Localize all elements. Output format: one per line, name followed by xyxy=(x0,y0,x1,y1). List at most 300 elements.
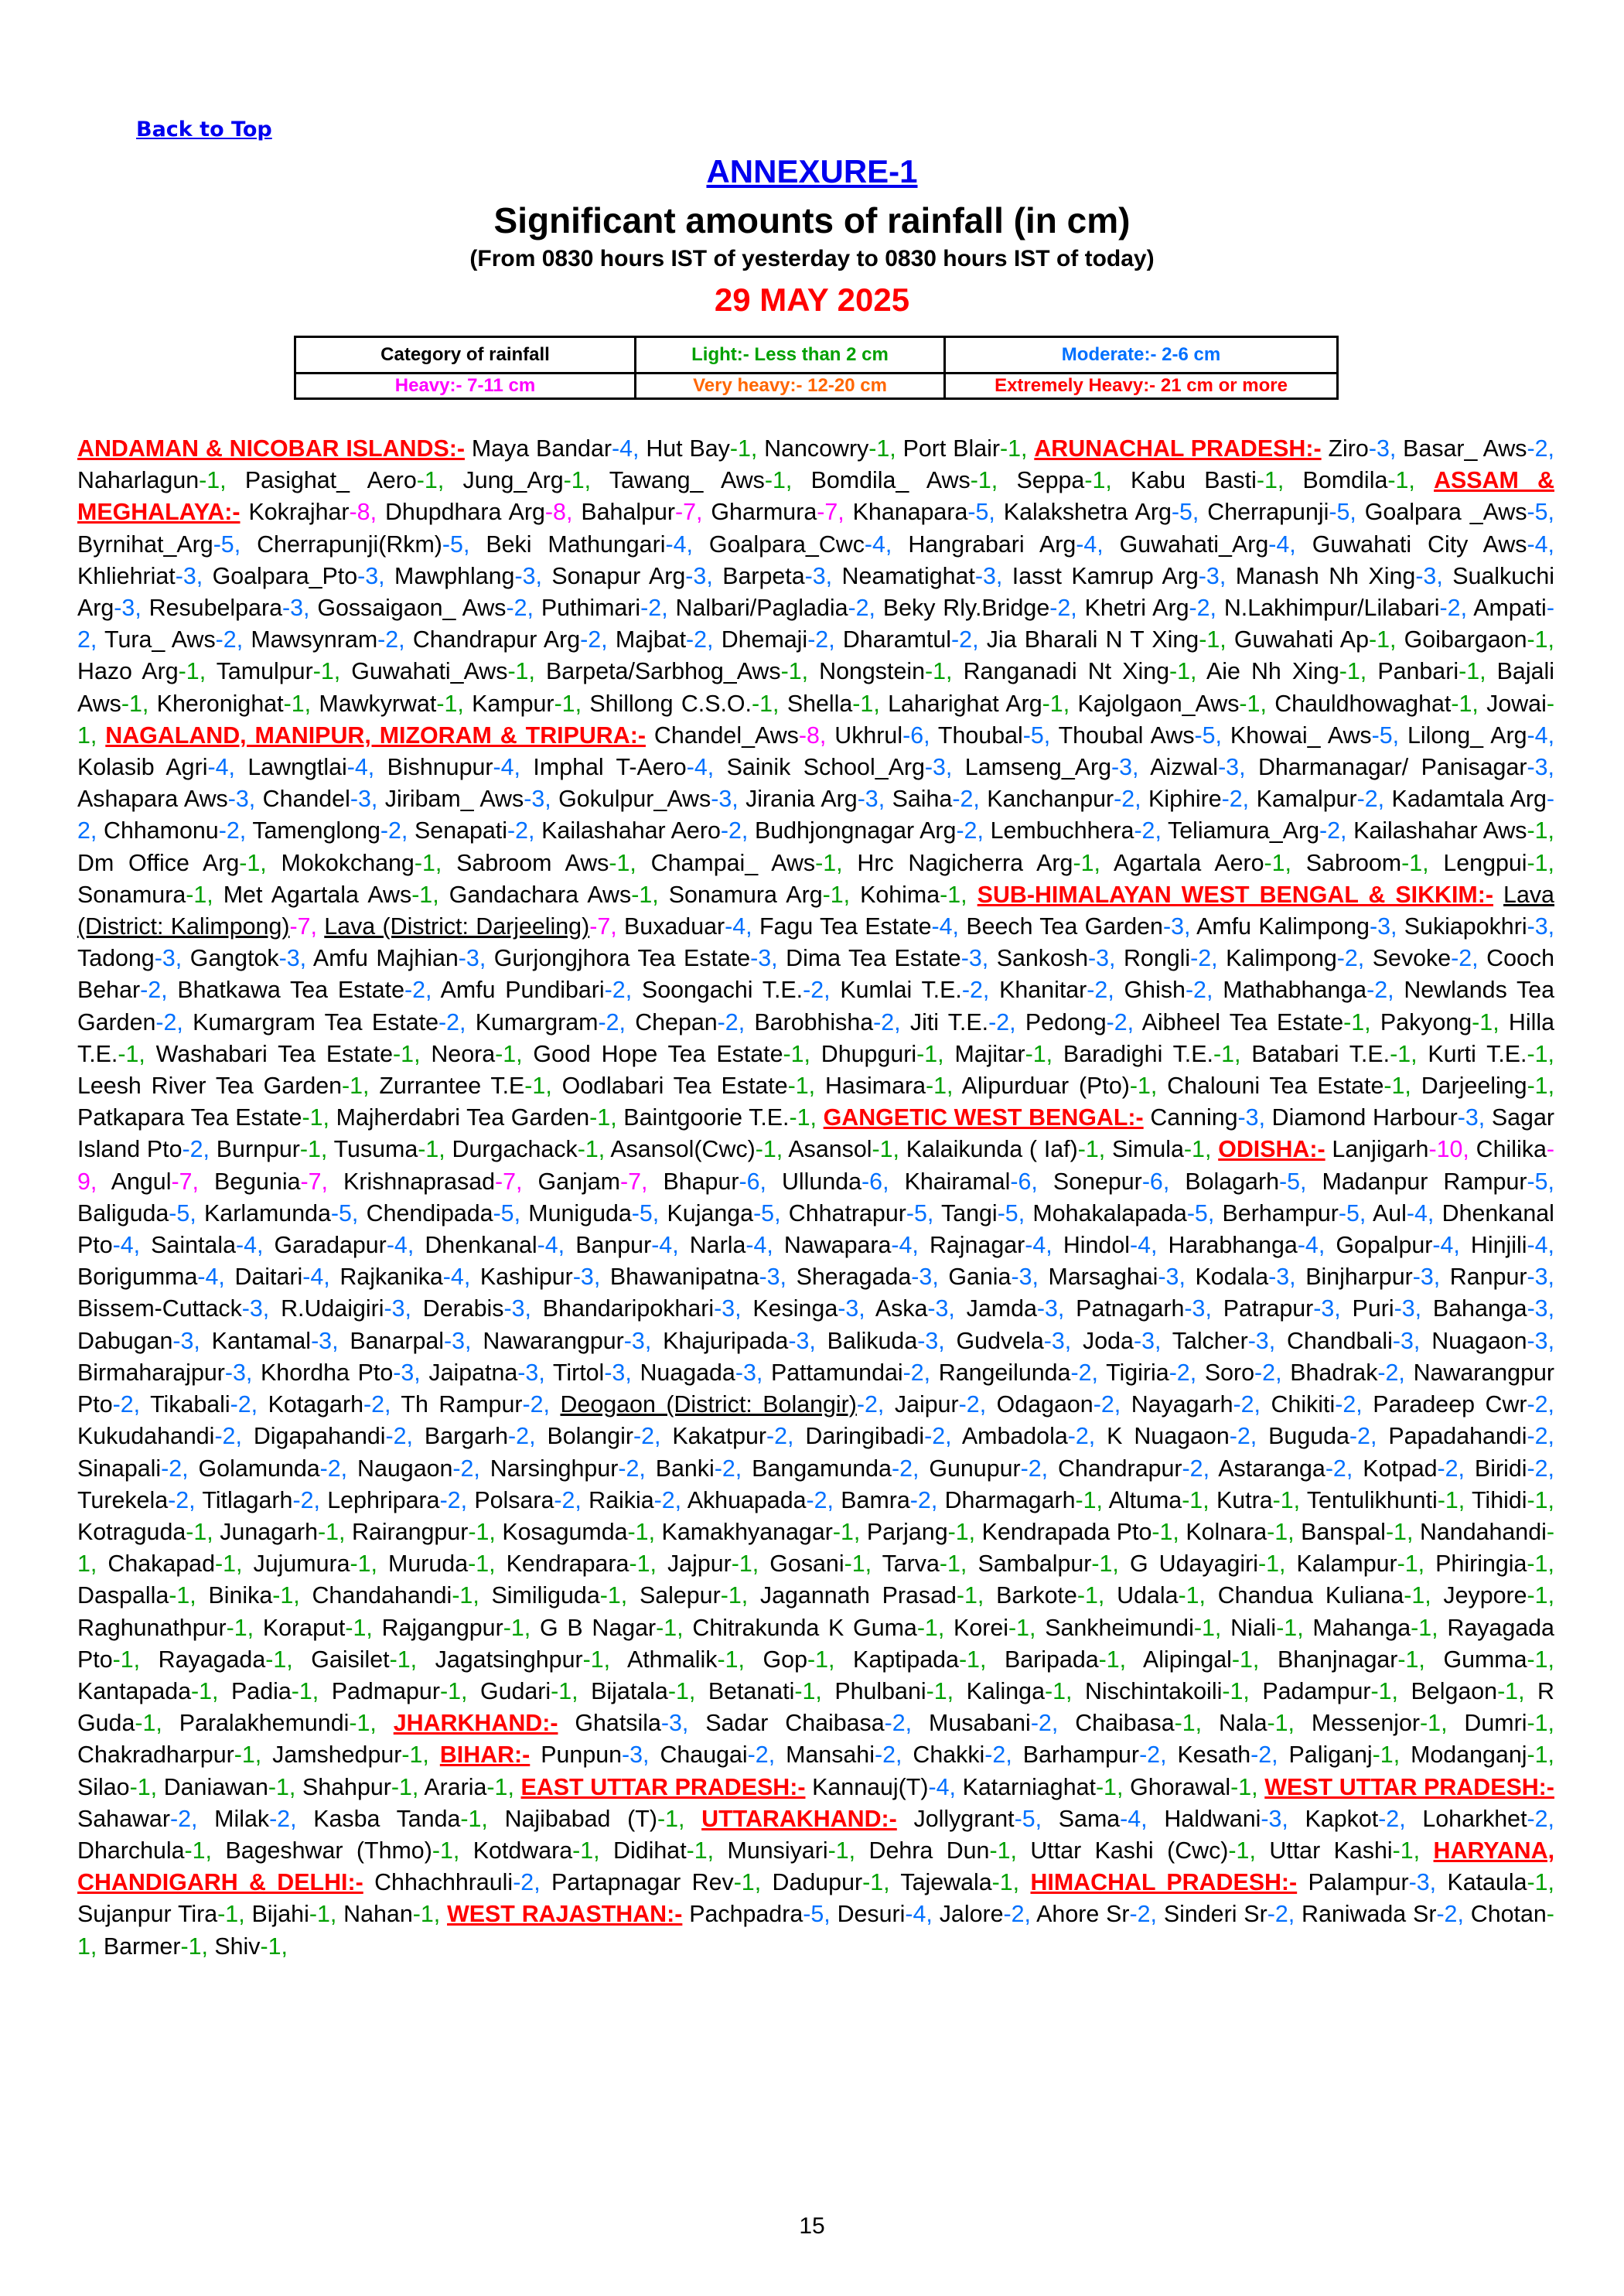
station-entry xyxy=(553,1360,632,1386)
station-name: Soongachi T.E. xyxy=(641,977,803,1004)
station-name: Narla xyxy=(689,1232,746,1259)
station-entry xyxy=(156,1041,421,1067)
rainfall-value: -3, xyxy=(759,1264,786,1291)
station-entry xyxy=(190,945,306,971)
rainfall-value: -6, xyxy=(1141,1168,1170,1195)
rainfall-value: -3, xyxy=(838,1295,865,1322)
back-to-top-link[interactable]: Back to Top xyxy=(136,118,272,142)
rainfall-value: -1, xyxy=(940,881,967,908)
station-entry xyxy=(254,1423,413,1449)
station-name: Titlagarh xyxy=(202,1486,293,1513)
rainfall-value: -2, xyxy=(1020,1455,1049,1482)
station-entry xyxy=(1016,467,1111,493)
station-entry xyxy=(841,1487,937,1513)
station-entry xyxy=(938,722,1050,749)
station-name: Chandbali xyxy=(1287,1327,1393,1354)
station-entry xyxy=(997,945,1116,971)
station-name: Bolangir xyxy=(547,1423,633,1450)
rainfall-value: -1, xyxy=(991,1869,1020,1896)
station-name: Pedong xyxy=(1025,1008,1107,1035)
rainfall-value: -1, xyxy=(627,1518,656,1545)
station-entry xyxy=(722,626,835,653)
station-entry xyxy=(1411,1678,1525,1704)
rainfall-value: -1, xyxy=(77,690,1554,749)
rainfall-value: -2, xyxy=(404,977,432,1004)
station-name: Kendrapara xyxy=(506,1551,629,1578)
station-name: Chauldhowaghat xyxy=(1274,690,1452,717)
station-entry xyxy=(1377,658,1486,684)
rainfall-value: -5, xyxy=(906,1199,934,1226)
station-name: Sadar Chaibasa xyxy=(705,1710,885,1737)
station-entry xyxy=(343,1901,440,1927)
station-entry xyxy=(805,1423,951,1449)
station-entry xyxy=(1150,754,1245,780)
rainfall-value: -1, xyxy=(1075,1486,1103,1513)
station-entry xyxy=(312,1582,479,1609)
station-entry xyxy=(1472,1487,1554,1513)
rainfall-value: -4, xyxy=(302,1264,330,1291)
rainfall-value: -4, xyxy=(665,531,693,558)
station-entry xyxy=(834,1678,954,1704)
station-name: Chepan xyxy=(635,1008,718,1035)
rainfall-value: -2, xyxy=(1233,1391,1261,1418)
station-entry xyxy=(157,691,311,717)
rainfall-value: -1, xyxy=(970,467,998,494)
rainfall-value: -2, xyxy=(215,626,244,653)
station-entry xyxy=(1365,499,1554,525)
station-name: Parjang xyxy=(866,1518,948,1545)
station-entry xyxy=(177,977,432,1003)
station-name: Sinderi Sr xyxy=(1163,1901,1267,1928)
rainfall-value: -2, xyxy=(909,1486,938,1513)
station-name: Hangrabari Arg xyxy=(908,531,1076,558)
station-entry xyxy=(1431,1328,1554,1354)
rainfall-value: -1, xyxy=(752,690,780,717)
rainfall-value: -3, xyxy=(514,562,542,589)
station-entry xyxy=(379,1073,551,1099)
station-name: Phiringia xyxy=(1435,1551,1527,1578)
station-name: Jagatsinghpur xyxy=(435,1646,583,1673)
rainfall-value: -1, xyxy=(1091,1551,1119,1578)
station-entry xyxy=(77,1073,370,1099)
station-entry xyxy=(272,1742,429,1768)
rainfall-value: -4, xyxy=(442,1264,471,1291)
station-name: Kotraguda xyxy=(77,1518,186,1545)
station-name: Asansol xyxy=(788,1136,872,1163)
station-name: Baripada xyxy=(1004,1646,1099,1673)
rainfall-value: -1, xyxy=(926,1677,954,1704)
station-name: Kiphire xyxy=(1148,786,1222,813)
station-name: Barpeta xyxy=(722,562,805,589)
rainfall-value: -3, xyxy=(172,1327,200,1354)
rainfall-value: -3, xyxy=(393,1359,421,1386)
rainfall-value: -4, xyxy=(1527,722,1555,749)
station-name: Khanapara xyxy=(852,499,968,526)
rainfall-value: -1, xyxy=(135,1710,162,1737)
station-name: Chalouni Tea Estate xyxy=(1167,1073,1384,1100)
station-entry xyxy=(1131,467,1284,493)
station-name: Ullunda xyxy=(781,1168,862,1195)
station-name: Bhawanipatna xyxy=(609,1264,759,1291)
annexure-heading[interactable]: ANNEXURE-1 xyxy=(706,153,918,189)
rainfall-value: -1, xyxy=(1076,1582,1105,1609)
station-entry xyxy=(261,1360,421,1386)
rainfall-value: -1, xyxy=(926,1073,954,1100)
station-name: Zurrantee T.E xyxy=(379,1073,525,1100)
station-name: Lamseng_Arg xyxy=(964,754,1112,781)
rainfall-value: -2, xyxy=(1439,595,1468,622)
rainfall-value: -7, xyxy=(171,1168,199,1195)
station-name: Gaisilet xyxy=(311,1646,390,1673)
rainfall-value: -2, xyxy=(984,1742,1012,1769)
station-entry xyxy=(745,786,885,812)
station-name: Baintgoorie T.E. xyxy=(623,1104,790,1131)
station-name: Kesath xyxy=(1177,1742,1251,1769)
rainfall-value: -1, xyxy=(657,1805,685,1832)
station-name: Burnpur xyxy=(216,1136,300,1163)
station-entry xyxy=(77,467,227,493)
station-entry xyxy=(1076,1295,1212,1322)
station-name: Bahalpur xyxy=(581,499,675,526)
station-name: Kalakshetra Arg xyxy=(1003,499,1172,526)
station-entry xyxy=(764,435,896,462)
station-name: Kokrajhar xyxy=(248,499,350,526)
station-name: Barpeta/Sarbhog_Aws xyxy=(546,658,781,685)
station-name: Kakatpur xyxy=(672,1423,767,1450)
station-entry xyxy=(797,1264,939,1290)
rainfall-value: -1, xyxy=(733,1869,762,1896)
station-entry xyxy=(540,1615,684,1641)
station-name: Daitari xyxy=(234,1264,303,1291)
station-name: Kumargram Tea Estate xyxy=(193,1008,438,1035)
rainfall-value: -4, xyxy=(1527,1232,1554,1259)
station-name: Kalinga xyxy=(966,1677,1045,1704)
station-entry xyxy=(1269,1837,1420,1864)
rainfall-value: -2, xyxy=(1003,1901,1031,1928)
station-name: Betanati xyxy=(708,1677,795,1704)
station-entry xyxy=(351,658,535,684)
rainfall-value: -2, xyxy=(522,1391,550,1418)
station-entry xyxy=(1131,1391,1261,1418)
station-entry xyxy=(1363,1455,1465,1482)
rainfall-value: -3, xyxy=(1087,945,1116,972)
station-entry xyxy=(1305,1806,1406,1832)
station-name: Begunia xyxy=(213,1168,301,1195)
station-entry xyxy=(962,1423,1095,1449)
station-entry xyxy=(204,1200,358,1226)
rainfall-value: -3, xyxy=(281,595,310,622)
rainfall-value: -3, xyxy=(444,1327,472,1354)
rainfall-value: -3, xyxy=(1394,1295,1422,1322)
station-entry xyxy=(1205,1360,1282,1386)
station-name: Rayagada Pto xyxy=(77,1614,1554,1673)
station-entry xyxy=(929,1455,1048,1482)
station-entry xyxy=(875,1295,955,1322)
station-entry xyxy=(1297,1551,1425,1577)
station-name: Goalpara_Cwc xyxy=(708,531,865,558)
station-entry xyxy=(1124,977,1213,1003)
rainfall-value: -4, xyxy=(346,754,375,781)
station-entry xyxy=(1130,1551,1286,1577)
station-entry xyxy=(755,817,984,844)
station-entry xyxy=(543,1295,742,1322)
station-name: Padia xyxy=(231,1677,292,1704)
rainfall-value: -1, xyxy=(916,1040,944,1067)
station-name: Aibheel Tea Estate xyxy=(1141,1008,1344,1035)
station-entry xyxy=(708,1678,822,1704)
station-name: Didihat xyxy=(613,1837,687,1864)
station-name: Hazo Arg xyxy=(77,658,179,685)
rainfall-value: -4, xyxy=(745,1232,773,1259)
station-entry xyxy=(1443,1582,1554,1609)
station-entry xyxy=(963,1774,1124,1800)
rainfall-value: -3, xyxy=(350,786,378,813)
station-name: Kashipur xyxy=(479,1264,573,1291)
rainfall-value: -3, xyxy=(357,562,385,589)
rainfall-value: -2, xyxy=(508,1423,536,1450)
station-name: Punpun xyxy=(541,1742,623,1769)
station-name: Banki xyxy=(655,1455,715,1482)
station-entry xyxy=(324,913,616,940)
station-name: Gopalpur xyxy=(1336,1232,1433,1259)
page-subtitle: (From 0830 hours IST of yesterday to 0830 hours IST of today) xyxy=(469,246,1155,271)
station-name: Kosagumda xyxy=(502,1518,628,1545)
station-entry xyxy=(1308,1869,1437,1895)
station-name: Asansol(Cwc) xyxy=(610,1136,756,1163)
station-entry xyxy=(336,1104,617,1131)
rainfall-value: -4, xyxy=(235,1232,264,1259)
station-entry xyxy=(771,1360,930,1386)
station-name: Majitar xyxy=(954,1040,1025,1067)
station-entry xyxy=(77,786,255,812)
station-name: Lengpui xyxy=(1443,849,1527,876)
rainfall-value: -2, xyxy=(452,1455,480,1482)
rainfall-value: -3, xyxy=(227,786,256,813)
rainfall-value: -2, xyxy=(803,977,831,1004)
rainfall-value: -1, xyxy=(939,1551,967,1578)
rainfall-value: -3, xyxy=(1133,1327,1162,1354)
rainfall-value: -6, xyxy=(861,1168,889,1195)
station-name: Rongli xyxy=(1123,945,1191,972)
station-entry xyxy=(1262,1678,1398,1704)
station-name: Jia Bharali N T Xing xyxy=(986,626,1199,653)
station-entry xyxy=(789,1200,934,1226)
rainfall-value: -1, xyxy=(852,690,880,717)
station-entry xyxy=(1059,1806,1148,1832)
station-name: Gharmura xyxy=(711,499,817,526)
rainfall-value: -2, xyxy=(640,595,668,622)
station-entry xyxy=(1421,1073,1554,1099)
station-name: Leesh River Tea Garden xyxy=(77,1073,343,1100)
station-name: Chandrapur xyxy=(1058,1455,1182,1482)
rainfall-value: -4, xyxy=(537,1232,565,1259)
station-entry xyxy=(1186,1519,1294,1545)
report-date: 29 MAY 2025 xyxy=(714,281,910,318)
rainfall-value: -2, xyxy=(214,1423,242,1450)
station-entry xyxy=(838,1901,933,1927)
rainfall-value: -3, xyxy=(1408,1869,1437,1896)
station-entry xyxy=(77,882,213,908)
station-entry xyxy=(999,977,1114,1003)
station-entry xyxy=(257,531,469,558)
rainfall-value: -2, xyxy=(1250,1742,1278,1769)
station-name: Niali xyxy=(1230,1614,1277,1641)
rainfall-value: -5, xyxy=(1171,499,1199,526)
station-entry xyxy=(613,1837,714,1864)
rainfall-value: -1, xyxy=(631,881,659,908)
station-entry xyxy=(1164,1901,1295,1927)
station-entry xyxy=(77,531,241,558)
rainfall-value: -2, xyxy=(161,1455,189,1482)
station-name: Paliganj xyxy=(1288,1742,1373,1769)
station-name: Khairamal xyxy=(904,1168,1011,1195)
station-entry xyxy=(431,1041,522,1067)
station-entry xyxy=(913,1742,1012,1768)
rainfall-value: -5, xyxy=(1329,499,1356,526)
station-name: Binjharpur xyxy=(1305,1264,1413,1291)
rainfall-value: -4, xyxy=(1406,1199,1435,1226)
station-name: Alipingal xyxy=(1143,1646,1232,1673)
rainfall-value: -1, xyxy=(1472,1008,1499,1035)
rainfall-value: -1, xyxy=(312,658,341,685)
rainfall-value: -2, xyxy=(385,1423,413,1450)
rainfall-value: -1, xyxy=(1174,1710,1203,1737)
station-entry xyxy=(656,1455,742,1482)
station-name: Sagar Island Pto xyxy=(77,1104,1554,1163)
rainfall-value: -1, xyxy=(77,1901,1554,1960)
station-entry xyxy=(77,1901,245,1927)
station-entry xyxy=(827,1328,945,1354)
station-name: Tikabali xyxy=(150,1391,230,1418)
station-entry xyxy=(551,563,712,589)
station-name: Gossaigaon_ Aws xyxy=(317,595,507,622)
station-entry xyxy=(1077,691,1266,717)
rainfall-value: -1, xyxy=(827,1837,856,1864)
station-entry xyxy=(1130,1774,1258,1800)
rainfall-value: -3, xyxy=(660,1710,689,1737)
station-name: Oodlabari Tea Estate xyxy=(561,1073,788,1100)
station-entry xyxy=(1306,850,1429,876)
rainfall-value: -1, xyxy=(1008,1614,1036,1641)
station-name: Desuri xyxy=(837,1901,906,1928)
station-entry xyxy=(77,1104,329,1131)
legend-header: Category of rainfall xyxy=(295,337,636,374)
station-entry xyxy=(782,1168,889,1195)
rainfall-value: -1, xyxy=(563,467,592,494)
rainfall-value: -1, xyxy=(686,1837,715,1864)
station-entry xyxy=(1312,1710,1448,1736)
station-entry xyxy=(483,1328,651,1354)
rainfall-value: -2, xyxy=(506,595,534,622)
station-entry xyxy=(672,1423,793,1449)
station-entry xyxy=(967,1295,1065,1322)
station-entry xyxy=(1218,1455,1353,1482)
station-name: Partapnagar Rev xyxy=(551,1869,734,1896)
state-heading: HARYANA, CHANDIGARH & DELHI:- xyxy=(77,1837,1555,1896)
station-name: Lawngtlai xyxy=(247,754,347,781)
station-name: Bhadrak xyxy=(1290,1359,1378,1386)
station-name: Akhuapada xyxy=(687,1486,807,1513)
rainfall-value: -1, xyxy=(1098,1646,1127,1673)
station-entry xyxy=(1328,435,1396,462)
station-name: Sonamura Arg xyxy=(668,881,823,908)
station-entry xyxy=(1120,531,1296,558)
rainfall-value: -2, xyxy=(507,817,535,844)
station-name: Aizwal xyxy=(1150,754,1219,781)
rainfall-value: -5, xyxy=(967,499,995,526)
station-name: Nuagaon xyxy=(1431,1327,1527,1354)
station-name: Harabhanga xyxy=(1168,1232,1298,1259)
rainfall-value: -1, xyxy=(1390,1040,1418,1067)
station-name: Baradighi T.E. xyxy=(1063,1040,1213,1067)
station-name: Nawapara xyxy=(783,1232,892,1259)
rainfall-value: -3, xyxy=(857,786,885,813)
station-name: Shillong C.S.O. xyxy=(589,690,752,717)
station-name: Shella xyxy=(786,690,853,717)
station-name: Puri xyxy=(1352,1295,1394,1322)
station-entry xyxy=(1407,722,1554,749)
station-name: Kampur xyxy=(472,690,554,717)
rainfall-value: -1, xyxy=(391,1773,419,1800)
rainfall-value: -3, xyxy=(1313,1295,1341,1322)
station-name: Baliguda xyxy=(77,1199,169,1226)
station-name: Kalampur xyxy=(1296,1551,1397,1578)
station-name: Nancowry xyxy=(764,435,869,462)
station-entry xyxy=(357,1455,480,1482)
station-entry xyxy=(1257,786,1385,812)
rainfall-value: -1, xyxy=(129,1773,158,1800)
rainfall-value: -2, xyxy=(377,626,405,653)
station-entry xyxy=(302,1774,418,1800)
station-name: Daspalla xyxy=(77,1582,169,1609)
station-entry xyxy=(1443,1646,1554,1673)
rainfall-value: -2, xyxy=(747,1742,776,1769)
station-entry xyxy=(1177,1742,1278,1768)
rainfall-value: -2, xyxy=(1366,977,1394,1004)
station-name: Tigiria xyxy=(1106,1359,1169,1386)
station-entry xyxy=(339,1264,470,1290)
state-heading: UTTARAKHAND:- xyxy=(701,1805,897,1832)
station-name: Kantapada xyxy=(77,1677,192,1704)
station-name: Kukudahandi xyxy=(77,1423,215,1450)
station-name: Jiribam_ Aws xyxy=(384,786,524,813)
rainfall-value: -2, xyxy=(1527,1391,1554,1418)
station-entry xyxy=(77,1360,252,1386)
station-entry xyxy=(667,1200,781,1226)
station-name: Mohakalapada xyxy=(1032,1199,1187,1226)
station-entry xyxy=(646,435,757,462)
station-entry xyxy=(1164,1806,1288,1832)
rainfall-value: -1, xyxy=(764,467,793,494)
rainfall-value: -9, xyxy=(77,1136,1554,1195)
station-name: Saiha xyxy=(892,786,953,813)
rainfall-value: -1, xyxy=(436,690,464,717)
station-entry xyxy=(1224,595,1467,621)
station-entry xyxy=(788,1136,899,1162)
rainfall-value: -2, xyxy=(1049,595,1077,622)
rainfall-value: -1, xyxy=(507,658,535,685)
station-name: Bageshwar (Thmo) xyxy=(225,1837,432,1864)
station-name: Kannauj(T) xyxy=(812,1773,929,1800)
state-heading: WEST RAJASTHAN:- xyxy=(447,1901,683,1928)
rainfall-value: -1, xyxy=(958,1646,987,1673)
station-name: G B Nagar xyxy=(539,1614,657,1641)
rainfall-value: -1, xyxy=(1527,1582,1555,1609)
station-name: K Nuagaon xyxy=(1107,1423,1230,1450)
rainfall-value: -1, xyxy=(1129,1073,1158,1100)
station-entry xyxy=(474,1487,582,1513)
station-entry xyxy=(313,1806,488,1832)
